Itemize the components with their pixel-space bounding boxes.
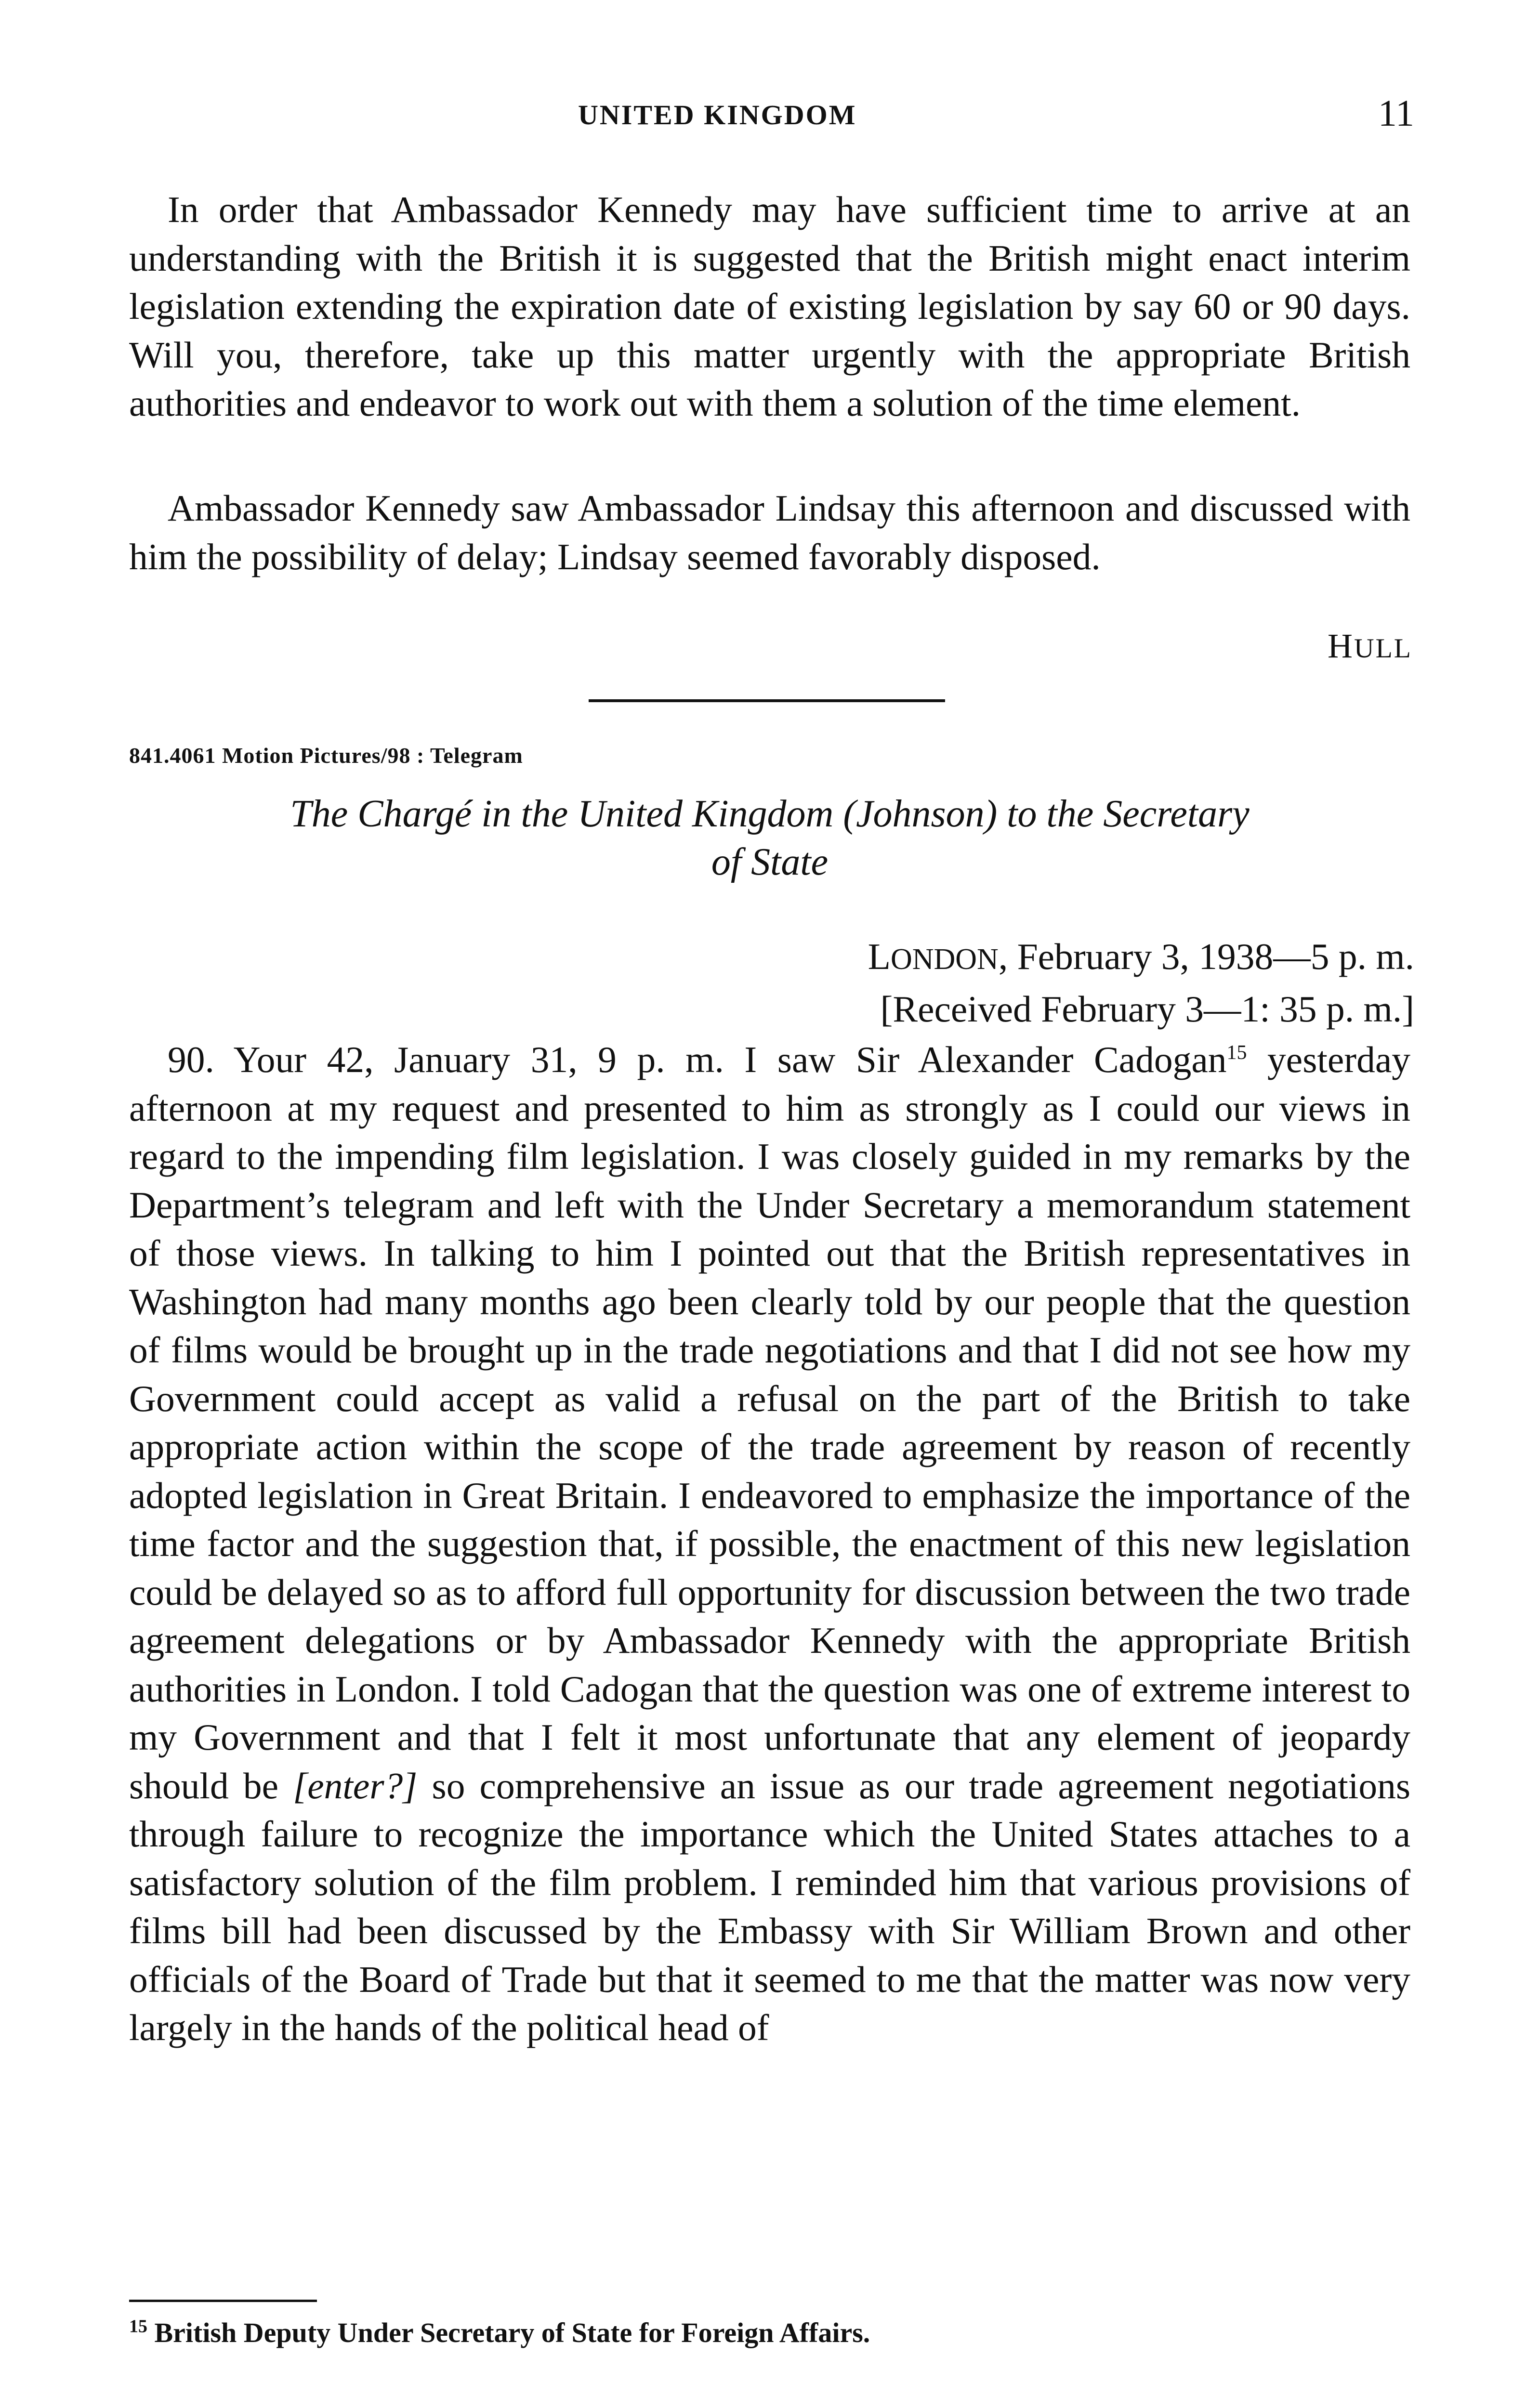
page-number: 11 xyxy=(1378,92,1414,134)
signature-initial: H xyxy=(1328,627,1355,665)
dateline-place-initial: L xyxy=(868,936,891,977)
telegram-body-end: so comprehensive an issue as our trade agreement negotiations through failure to recognize the importance which the United States attaches to a satisfactory solution of the film problem. I reminded him that various provisions of films bill had been discussed by the Embassy with Sir William Brown and other officials of the Board of Trade but that it seemed to me that the matter was now very largely in the hands of the political head of xyxy=(129,1765,1410,2048)
dateline-place-rest: ONDON xyxy=(890,943,999,976)
signature-rest: ULL xyxy=(1354,633,1412,664)
editorial-insert: [enter?] xyxy=(293,1765,418,1806)
footnote-number: 15 xyxy=(129,2316,147,2337)
document-title-line-2: of State xyxy=(711,841,829,883)
footnote-divider xyxy=(129,2300,317,2302)
dateline-date-sent: , February 3, 1938—5 p. m. xyxy=(998,936,1414,977)
dateline xyxy=(868,932,1414,1034)
footnote-reference: 15 xyxy=(1226,1042,1247,1064)
document-title-line-1: The Chargé in the United Kingdom (Johnson) to the Secretary xyxy=(290,793,1250,835)
dateline-received: [Received February 3—1: 35 p. m.] xyxy=(880,988,1414,1030)
telegram-body xyxy=(129,1035,1410,2052)
footnote-text: British Deputy Under Secretary of State for Foreign Affairs. xyxy=(147,2317,870,2348)
file-reference: 841.4061 Motion Pictures/98 : Telegram xyxy=(129,743,523,768)
document-title xyxy=(129,790,1410,886)
footnote xyxy=(129,2316,870,2349)
paragraph-2: Ambassador Kennedy saw Ambassador Lindsay this afternoon and discussed with him the possibility of delay; Lindsay seemed favorably disposed. xyxy=(129,487,1410,577)
section-divider xyxy=(589,699,945,702)
telegram-body-middle: yesterday afternoon at my request and presented to him as strongly as I could our views in regard to the impending film legislation. I was closely guided in my remarks by the Department’s telegram and left with the Under Secretary a memorandum statement of those views. In talking to him I pointed out that the British representatives in Washington had many months ago been clearly told by our people that the question of films would be brought up in the trade negotiations and that I did not see how my Government could accept as valid a refusal on the part of the British to take appropriate action within the scope of the trade agreement by reason of recently adopted legislation in Great Britain. I endeavored to emphasize the importance of the time factor and the suggestion that, if possible, the enactment of this new legislation could be delayed so as to afford full opportunity for discussion between the two trade agreement delegations or by Ambassador Kennedy with the appropriate British authorities in London. I told Cadogan that the question was one of extreme interest to my Government and that I felt it most unfortunate that any element of jeopardy should be xyxy=(129,1039,1410,1806)
signature xyxy=(1328,626,1412,666)
telegram-body-start: 90. Your 42, January 31, 9 p. m. I saw Sir Alexander Cadogan xyxy=(168,1039,1227,1080)
paragraph-1: In order that Ambassador Kennedy may have sufficient time to arrive at an understanding with the British it is suggested that the British might enact interim legislation extending the expiration date of existing legislation by say 60 or 90 days. Will you, therefore, take up this matter urgently with the appropriate British authorities and endeavor to work out with them a solution of the time element. xyxy=(129,189,1410,424)
running-head: UNITED KINGDOM xyxy=(578,99,857,131)
